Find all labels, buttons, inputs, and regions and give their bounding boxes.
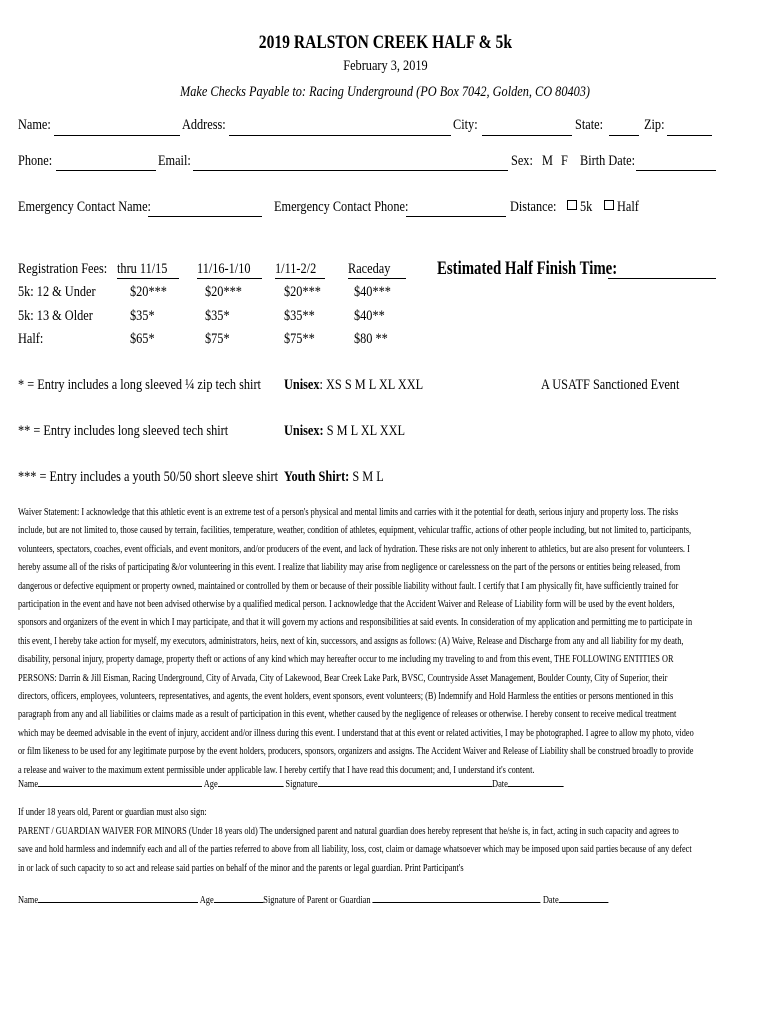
emergency-phone-label: Emergency Contact Phone: [274, 199, 409, 215]
emergency-phone-field[interactable] [406, 216, 506, 217]
signature-sig-label: Signature [285, 779, 318, 790]
sanctioned-note: A USATF Sanctioned Event [541, 377, 680, 393]
state-field-label: State: [575, 117, 604, 133]
email-field-label: Email: [158, 153, 191, 169]
waiver-line: volunteers, spectators, coaches, event officials, and event monitors, and/or producers of the event, and lack of hydration. These risks are not only inherent to athletics, but are also present for volunteers. I [18, 543, 690, 555]
address-field[interactable] [229, 135, 451, 136]
signature-name-field[interactable] [38, 785, 202, 787]
zip-field[interactable] [667, 135, 712, 136]
finish-time-label: Estimated Half Finish Time: [437, 258, 618, 279]
checkbox-icon [567, 200, 577, 210]
minor-date-field[interactable] [559, 901, 609, 903]
minor-waiver-line: save and hold harmless and indemnify each and all of the parties referred to above from all liability, loss, cost, claim or damage whatsoever which may be imposed upon said parties because of any defect [18, 844, 692, 856]
sex-option-f[interactable]: F [561, 153, 568, 169]
waiver-line: paragraph from any and all liabilities or claims made as a result of participation in this event, whether caused by the negligence of releases or otherwise. I hereby consent to receive medical treatment [18, 709, 677, 721]
minor-name-label: Name [18, 895, 39, 906]
signature-field[interactable] [318, 785, 492, 787]
fees-row-label: 5k: 12 & Under [18, 284, 96, 300]
distance-5k-checkbox[interactable]: 5k [567, 199, 595, 216]
minor-name-field[interactable] [38, 901, 198, 903]
minor-signature-row [18, 895, 756, 906]
name-field-label: Name: [18, 117, 51, 133]
fees-cell: $35** [284, 308, 315, 324]
waiver-line: Waiver Statement: I acknowledge that this athletic event is an extreme test of a person's physical and mental limits and carries with it the potential for death, serious injury and property loss. The risks [18, 507, 679, 518]
waiver-line: dangerous or defective equipment or property owned, maintained or controlled by them or because of their possible liability without fault. I certify that I am physically fit, have sufficiently trained for [18, 580, 679, 592]
waiver-line: hereby assume all of the risks of participating &/or volunteering in this event. I realize that liability may arise from negligence or carelessness on the part of the persons or entities being released, from [18, 562, 681, 574]
finish-time-field[interactable] [608, 278, 716, 279]
fees-column-header: 1/11-2/2 [275, 261, 325, 279]
fees-cell: $20*** [205, 284, 242, 300]
form-title: 2019 RALSTON CREEK HALF & 5k [258, 32, 512, 53]
fees-cell: $40*** [354, 284, 391, 300]
event-date: February 3, 2019 [342, 58, 428, 74]
name-field[interactable] [54, 135, 180, 136]
waiver-line: include, but are not limited to, those caused by terrain, facilities, temperature, weather, condition of athletes, equipment, vehicular traffic, actions of other people including, but not limited to, participants, [18, 525, 692, 537]
fees-cell: $75** [284, 331, 315, 347]
waiver-line: participation in the event and have not been advised otherwise by a qualified medical person. I acknowledge that the Accident Waiver and Release of Liability form will be used by the event holders, [18, 599, 675, 611]
shirt-note-2: ** = Entry includes long sleeved tech shirt [18, 423, 229, 439]
signature-name-label: Name [18, 779, 39, 790]
fees-label: Registration Fees: [18, 261, 108, 277]
waiver-line: PERSONS: Darrin & Jill Eisman, Racing Underground, City of Arvada, City of Lakewood, Bear Creek Lake Park, BVSC, Countryside Asset Management, Boulder County, City of Superior, their [18, 672, 668, 684]
minor-waiver-line: in or lack of such capacity to so act and release said parties on behalf of the minor and the parents or legal guardian. Print Participant's [18, 862, 464, 874]
waiver-line: this event, I hereby take action for myself, my executors, administrators, heirs, next of kin, successors, and assigns as follows: (A) Waive, Release and Discharge from any and all liability for my death, [18, 635, 684, 647]
signature-date-label: Date [492, 779, 508, 790]
waiver-line: disability, personal injury, property damage, property theft or actions of any kind which may hereafter occur to me including my traveling to and from this event, THE FOLLOWING ENTITIES OR [18, 654, 674, 666]
waiver-line: or film likeness to be used for any legitimate purpose by the event holders, producers, sponsors, organizers and assigns. The Accident Waiver and Release of Liability shall be construed broadly to provide [18, 746, 694, 758]
shirt-sizes-1: Unisex: XS S M L XL XXL [284, 377, 424, 393]
phone-field[interactable] [56, 170, 156, 171]
checkbox-icon [604, 200, 614, 210]
minor-waiver-line: PARENT / GUARDIAN WAIVER FOR MINORS (Under 18 years old) The undersigned parent and natural guardian does hereby represent that he/she is, in fact, acting in such capacity and agrees to [18, 826, 679, 837]
state-field[interactable] [609, 135, 639, 136]
waiver-line: directors, officers, employees, volunteers, representatives, and agents, the event holders, event sponsors, event volunteers; (B) Indemnify and Hold Harmless the entities or persons mentioned in this [18, 691, 674, 703]
city-field-label: City: [453, 117, 478, 133]
shirt-note-3: *** = Entry includes a youth 50/50 short sleeve shirt [18, 469, 279, 485]
signature-age-label: Age [203, 779, 218, 790]
fees-row-label: 5k: 13 & Older [18, 308, 93, 324]
fees-column-header: 11/16-1/10 [197, 261, 262, 279]
fees-cell: $40** [354, 308, 385, 324]
birth-date-field[interactable] [636, 170, 716, 171]
sex-option-m[interactable]: M [542, 153, 553, 169]
fees-cell: $20*** [284, 284, 321, 300]
shirt-sizes-3: Youth Shirt: S M L [284, 469, 384, 485]
fees-column-header: thru 11/15 [117, 261, 179, 279]
birth-date-label: Birth Date: [580, 153, 636, 169]
signature-date-field[interactable] [508, 785, 564, 787]
fees-row-label: Half: [18, 331, 44, 347]
adult-signature-row [18, 779, 700, 790]
address-field-label: Address: [182, 117, 226, 133]
emergency-name-field[interactable] [148, 216, 262, 217]
shirt-note-1: * = Entry includes a long sleeved ¼ zip tech shirt [18, 377, 261, 393]
minor-sig-label: Signature of Parent or Guardian [263, 895, 371, 906]
waiver-line: which may be deemed advisable in the event of injury, accident and/or illness during this event. I understand that at this event or related activities, I may be photographed. I agree to allow my photo, video [18, 727, 694, 739]
fees-cell: $35* [130, 308, 155, 324]
fees-cell: $75* [205, 331, 230, 347]
fees-cell: $20*** [130, 284, 167, 300]
waiver-line: a release and waiver to the maximum extent permissible under applicable law. I hereby certify that I have read this document; and, I understand it's content. [18, 764, 535, 776]
fees-cell: $80 ** [354, 331, 388, 347]
sex-field-label: Sex: [511, 153, 533, 169]
minor-intro: If under 18 years old, Parent or guardian must also sign: [18, 807, 207, 818]
minor-age-field[interactable] [214, 901, 264, 903]
signature-age-field[interactable] [218, 785, 284, 787]
minor-date-label: Date [542, 895, 559, 906]
fees-cell: $65* [130, 331, 155, 347]
fees-column-header: Raceday [348, 261, 406, 279]
city-field[interactable] [482, 135, 572, 136]
waiver-line: sponsors and organizers of the event in which I may participate, and that it will govern my actions and responsibilities at said events. In consideration of my application and permitting me to participate in [18, 617, 693, 629]
minor-signature-field[interactable] [373, 901, 541, 903]
payable-note: Make Checks Payable to: Racing Underground (PO Box 7042, Golden, CO 80403) [179, 84, 591, 100]
zip-field-label: Zip: [644, 117, 665, 133]
phone-field-label: Phone: [18, 153, 53, 169]
email-field[interactable] [193, 170, 508, 171]
distance-half-checkbox[interactable]: Half [604, 199, 644, 216]
fees-cell: $35* [205, 308, 230, 324]
minor-waiver [18, 823, 736, 878]
minor-age-label: Age [199, 895, 214, 906]
shirt-sizes-2: Unisex: S M L XL XXL [284, 423, 406, 439]
waiver-statement [18, 504, 736, 780]
emergency-name-label: Emergency Contact Name: [18, 199, 151, 215]
distance-label: Distance: [510, 199, 557, 215]
